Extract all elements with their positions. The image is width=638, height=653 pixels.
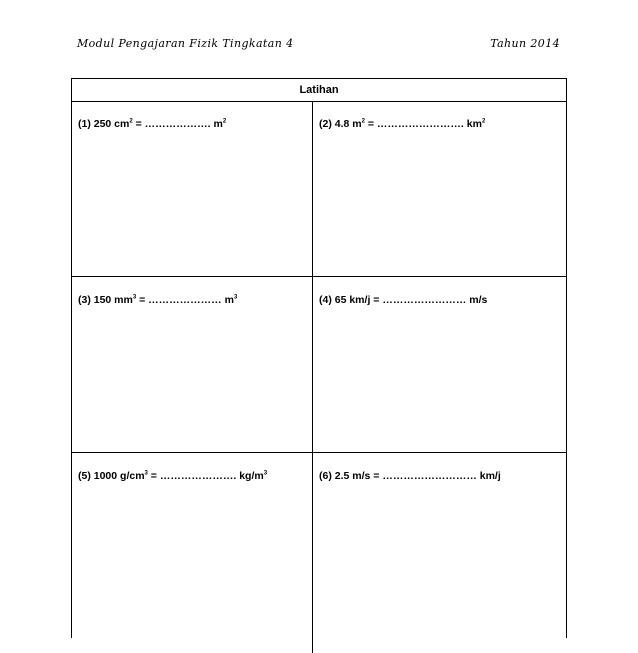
question-2-lead: (2) 4.8 m	[319, 118, 362, 130]
exercise-sheet	[71, 78, 567, 638]
question-grid	[72, 101, 566, 638]
question-5-lead: (5) 1000 g/cm	[78, 470, 145, 482]
question-5	[72, 453, 313, 653]
question-2	[313, 101, 566, 277]
question-1	[72, 101, 313, 277]
sheet-title: Latihan	[72, 79, 566, 102]
question-4	[313, 277, 566, 453]
question-2-tail: = ……………………. km	[364, 118, 482, 130]
question-6-text: (6) 2.5 m/s = ……………………… km/j	[319, 470, 501, 482]
question-5-tail: = …………………. kg/m	[147, 470, 264, 482]
question-1-tail-exponent: 2	[222, 118, 227, 125]
question-4-text: (4) 65 km/j = …………………… m/s	[319, 294, 488, 306]
year-label: Tahun 2014	[490, 37, 560, 50]
question-2-tail-exponent: 2	[481, 118, 486, 125]
question-3-lead-exponent: 3	[132, 294, 137, 301]
question-1-tail: = ………………. m	[132, 118, 223, 130]
question-5-tail-exponent: 3	[263, 470, 268, 477]
question-5-lead-exponent: 3	[144, 470, 148, 477]
question-1-lead: (1) 250 cm	[78, 118, 130, 130]
question-1-lead-exponent: 2	[129, 118, 133, 125]
question-3-lead: (3) 150 mm	[78, 294, 133, 306]
module-title: Modul Pengajaran Fizik Tingkatan 4	[77, 37, 294, 50]
question-3	[72, 277, 313, 453]
question-3-tail-exponent: 3	[233, 294, 238, 301]
question-6	[313, 453, 566, 653]
question-2-lead-exponent: 2	[361, 118, 365, 125]
question-3-tail: = ………………… m	[136, 294, 234, 306]
